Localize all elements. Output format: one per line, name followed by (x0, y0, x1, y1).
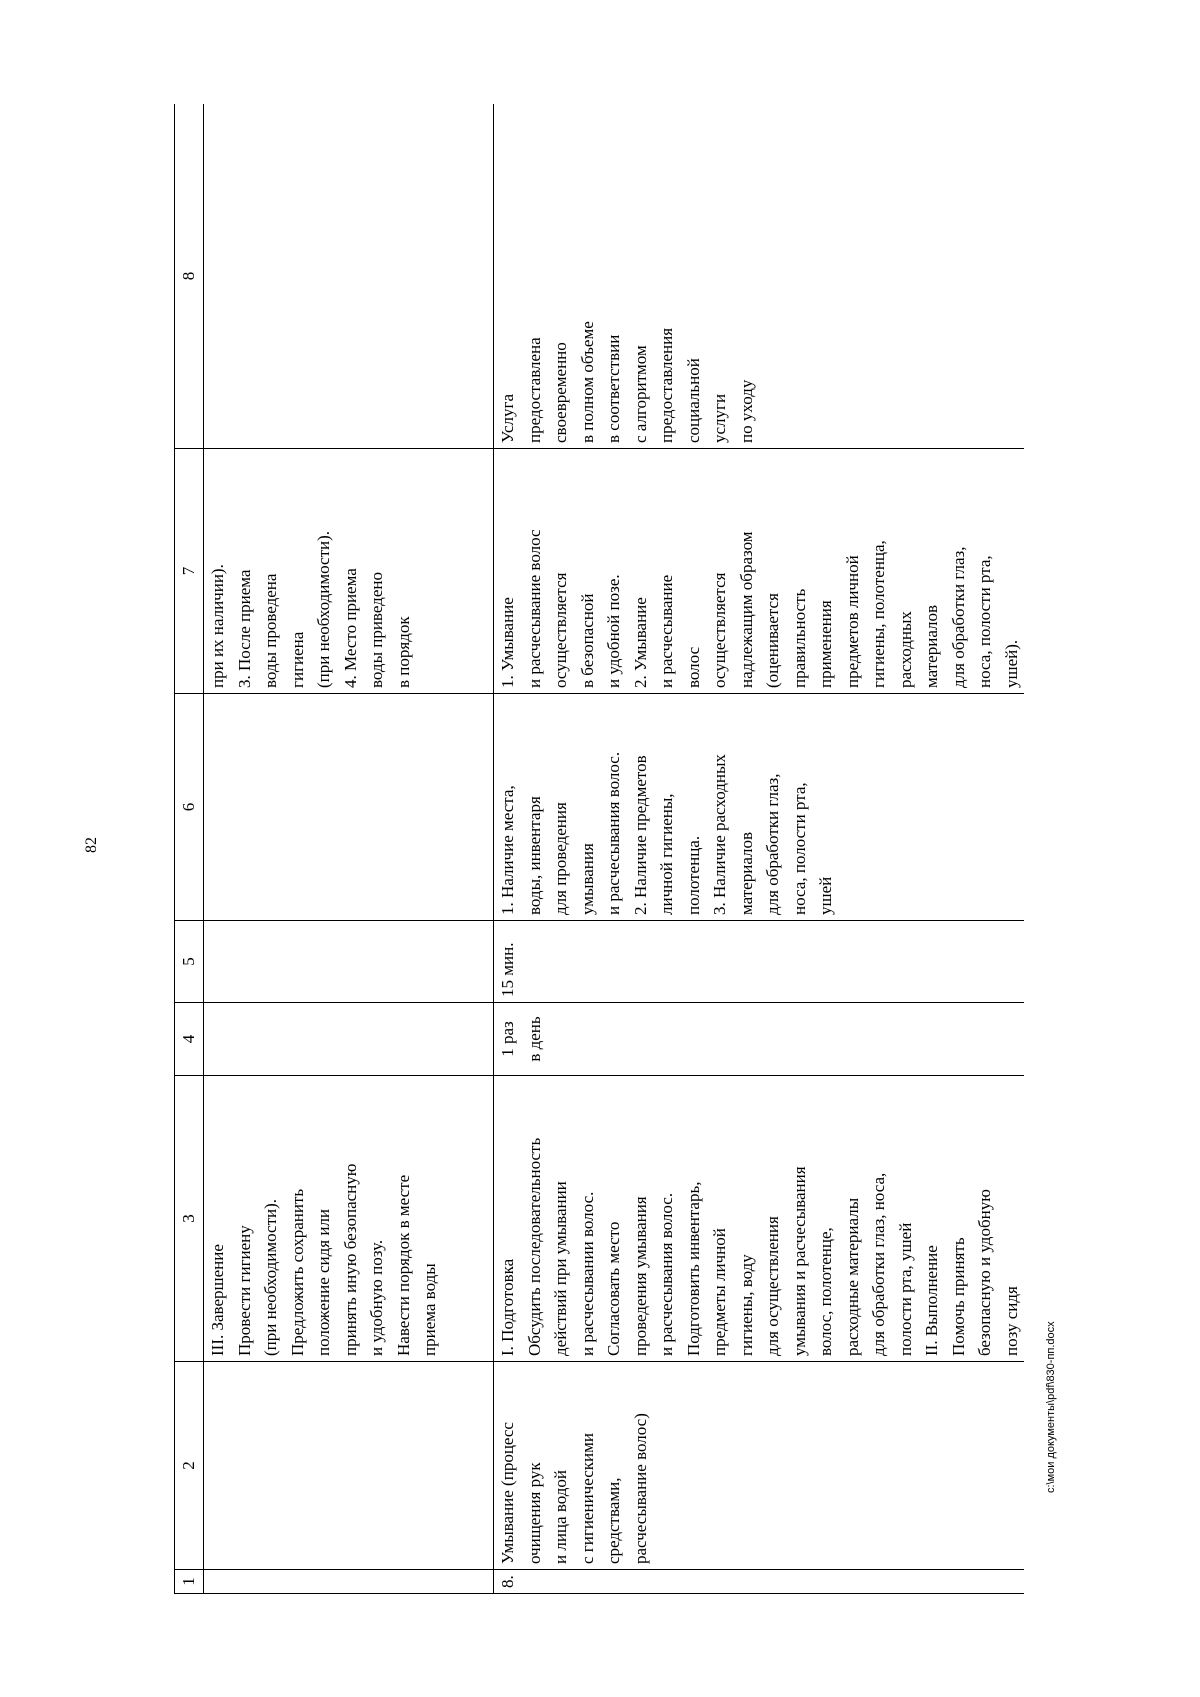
cell-text-line: и удобную позу. (367, 1239, 386, 1356)
cell-text-line: при их наличии). (208, 564, 227, 688)
cell-service-name (204, 1362, 494, 1570)
page-number: 82 (83, 837, 100, 853)
cell-algorithm (494, 1076, 1025, 1362)
cell-text-line: 1. Наличие места, (498, 785, 517, 915)
cell-text-line: в соответствии (604, 334, 623, 443)
cell-text-line: Предложить сохранить (287, 1188, 307, 1356)
cell-text-line: 3. После приема (234, 569, 254, 688)
cell-text-line: и удобной позе. (604, 574, 623, 688)
cell-text-line: гигиены, полотенца, (869, 540, 888, 688)
cell-text-line: приема воды (420, 1263, 439, 1356)
cell-quality-indicators (204, 449, 494, 694)
cell-text-line: услуги (710, 393, 729, 443)
cell-text-line: 8. (498, 1575, 517, 1588)
cell-text-line: II. Выполнение (922, 1245, 941, 1356)
cell-text-line: по уходу (736, 379, 756, 443)
header-cell-3: 3 (175, 1076, 204, 1362)
cell-text-line: очищения рук (524, 1462, 544, 1564)
cell-text-line: в безопасной (577, 593, 597, 688)
cell-text-line: Умывание (процесс (498, 1422, 517, 1564)
header-cell-7: 7 (175, 449, 204, 694)
header-cell-5: 5 (175, 921, 204, 1003)
cell-text-line: материалов (736, 831, 756, 915)
cell-text-line: с алгоритмом (630, 345, 650, 443)
cell-text-line: умывания (577, 843, 597, 915)
cell-text-line: ушей). (1001, 639, 1021, 688)
rotated-table (174, 104, 1024, 1594)
cell-text-line: Обсудить последовательность (524, 1137, 544, 1356)
cell-text-line: расходные материалы (842, 1197, 862, 1356)
cell-text-line: III. Завершение (208, 1244, 227, 1356)
cell-text-line: предоставления (657, 327, 676, 443)
cell-text-line: расходных (895, 611, 915, 688)
cell-text-line: ушей (816, 876, 835, 915)
cell-text-line: (при необходимости). (261, 1198, 280, 1356)
cell-number (204, 1570, 494, 1594)
cell-number (494, 1570, 1025, 1594)
cell-service-name (494, 1362, 1025, 1570)
cell-text-line: Навести порядок в месте (393, 1174, 413, 1356)
cell-text-line: средствами, (604, 1477, 623, 1564)
cell-text-line: I. Подготовка (498, 1258, 517, 1356)
header-cell-1: 1 (175, 1570, 204, 1594)
cell-result-assessment (494, 104, 1025, 449)
cell-text-line: для обработки глаз, носа, (869, 1172, 888, 1356)
cell-text-line: для проведения (551, 802, 570, 915)
cell-text-line: 1. Умывание (498, 597, 517, 688)
cell-text-line: позу сидя (1001, 1286, 1021, 1356)
cell-text-line: положение сидя или (314, 1208, 333, 1356)
cell-text-line: и расчесывание волос (524, 529, 544, 688)
cell-text-line: полости рта, ушей (895, 1222, 915, 1356)
cell-text-line: полотенца. (683, 835, 703, 915)
cell-algorithm (204, 1076, 494, 1362)
cell-text-line: действий при умывании (551, 1181, 570, 1356)
cell-text-line: принять иную безопасную (340, 1163, 360, 1356)
cell-text-line: 15 мин. (498, 942, 517, 997)
cell-text-line: 2. Наличие предметов (630, 755, 650, 915)
cell-text-line: и расчесывание (657, 574, 676, 688)
service-table-container (174, 104, 1024, 1594)
cell-text-line: в полном объеме (577, 321, 597, 443)
header-cell-8: 8 (175, 104, 204, 449)
cell-frequency (204, 1003, 494, 1076)
cell-text-line: (оценивается (763, 593, 782, 688)
cell-text-line: Услуга (498, 393, 517, 443)
cell-text-line: и расчесывании волос. (577, 1191, 597, 1356)
cell-duration (204, 921, 494, 1003)
cell-text-line: Провести гигиену (234, 1225, 254, 1356)
cell-text-line: надлежащим образом (736, 531, 756, 688)
cell-text-line: предметы личной (710, 1228, 729, 1356)
cell-text-line: проведения умывания (630, 1196, 650, 1356)
header-cell-6: 6 (175, 694, 204, 921)
cell-text-line: для обработки глаз, (763, 773, 782, 915)
cell-text-line: 1 раз (498, 1021, 517, 1057)
cell-text-line: воды проведена (261, 573, 280, 688)
cell-text-line: правильность (789, 588, 809, 688)
cell-text-line: своевременно (551, 342, 570, 443)
cell-text-line: носа, полости рта, (789, 782, 809, 915)
cell-text-line: в порядок (393, 616, 413, 688)
cell-text-line: 2. Умывание (630, 597, 650, 688)
cell-text-line: умывания и расчесывания (789, 1166, 809, 1356)
cell-text-line: осуществляется (710, 572, 729, 688)
cell-text-line: (при необходимости). (314, 530, 333, 688)
cell-quality-indicators (494, 449, 1025, 694)
cell-text-line: Согласовать место (604, 1221, 623, 1356)
cell-frequency (494, 1003, 1025, 1076)
header-cell-4: 4 (175, 1003, 204, 1076)
cell-conditions (494, 694, 1025, 921)
cell-text-line: с гигиеническими (577, 1433, 597, 1564)
cell-text-line: предоставлена (524, 337, 544, 443)
cell-duration (494, 921, 1025, 1003)
cell-text-line: 3. Наличие расходных (710, 754, 729, 915)
cell-text-line: Помочь принять (948, 1237, 968, 1356)
cell-conditions (204, 694, 494, 921)
cell-text-line: Подготовить инвентарь, (683, 1181, 703, 1356)
cell-text-line: предметов личной (842, 555, 862, 688)
cell-text-line: осуществляется (551, 572, 570, 688)
table-row (204, 104, 494, 1594)
cell-text-line: применения (816, 600, 835, 688)
header-row (175, 104, 204, 1594)
footer-file-path: c:\мои документы\pdf\830-пп.docx (1045, 1321, 1057, 1493)
cell-text-line: и расчесывания волос. (604, 751, 623, 915)
cell-text-line: гигиена (287, 631, 307, 688)
cell-text-line: материалов (922, 604, 941, 688)
header-cell-2: 2 (175, 1362, 204, 1570)
cell-text-line: для обработки глаз, (948, 546, 968, 688)
cell-text-line: личной гигиены, (657, 793, 676, 915)
cell-result-assessment (204, 104, 494, 449)
cell-text-line: волос (683, 646, 703, 688)
cell-text-line: расчесывание волос) (630, 1413, 650, 1564)
table-row (494, 104, 1025, 1594)
cell-text-line: носа, полости рта, (975, 555, 994, 688)
cell-text-line: воды приведено (367, 572, 386, 688)
service-table (174, 104, 1024, 1594)
cell-text-line: воды, инвентаря (524, 796, 544, 915)
cell-text-line: и лица водой (551, 1470, 570, 1564)
cell-text-line: социальной (683, 358, 703, 443)
cell-text-line: в день (524, 1016, 544, 1062)
cell-text-line: волос, полотенце, (816, 1227, 835, 1356)
cell-text-line: гигиены, воду (736, 1254, 756, 1356)
cell-text-line: безопасную и удобную (975, 1189, 994, 1356)
cell-text-line: 4. Место приема (340, 568, 360, 688)
cell-text-line: для осуществления (763, 1216, 782, 1356)
cell-text-line: и расчесывания волос. (657, 1192, 676, 1356)
